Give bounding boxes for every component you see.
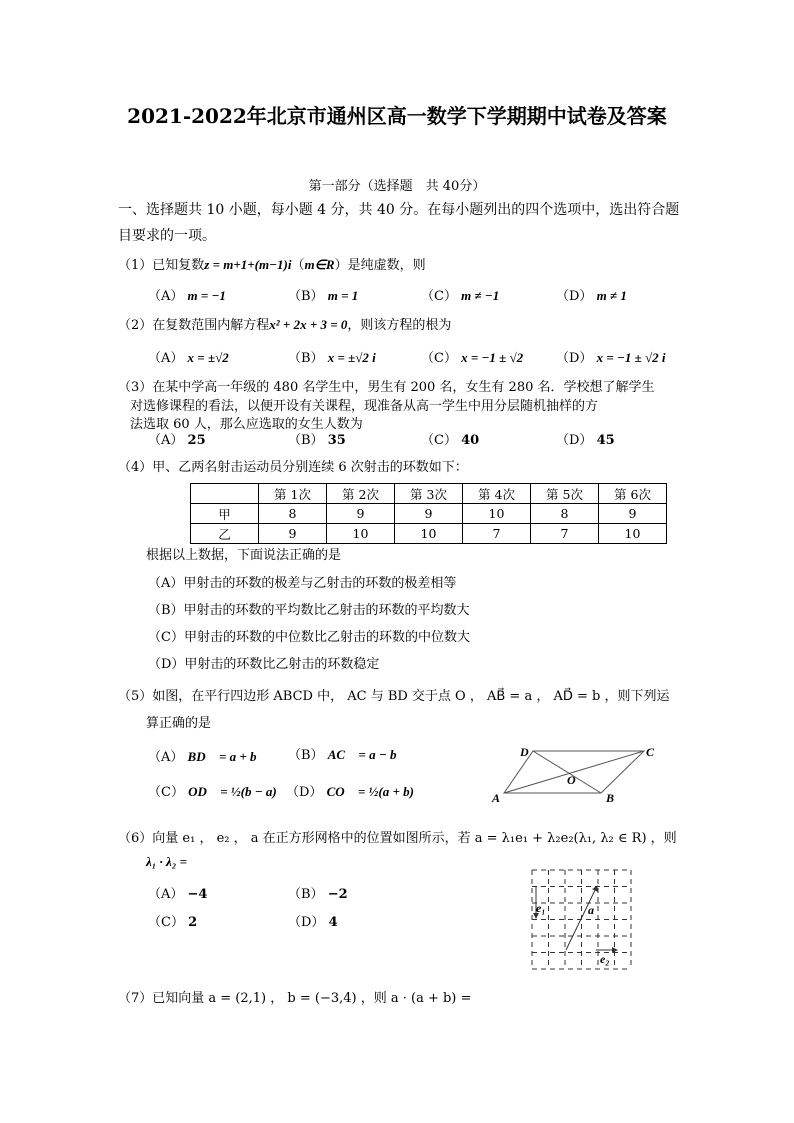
scores-table [190, 483, 667, 544]
vector-a-arrow [566, 886, 597, 950]
option-d: （D） 45 [556, 433, 615, 448]
option-d: （D） CO⃗ = ½(a + b) [286, 784, 414, 800]
option-d: （D） m ≠ 1 [556, 288, 627, 304]
e1-label: e₁ [536, 901, 546, 915]
table-header-row: 第 1次 第 2次 第 3次 第 4次 第 5次 第 6次 [191, 484, 667, 504]
option-a: （A） −4 [148, 887, 208, 902]
page-title: 2021-2022年北京市通州区高一数学下学期期中试卷及答案 [127, 104, 667, 128]
question-4-prompt: 根据以上数据，下面说法正确的是 [146, 548, 342, 563]
option-a: （A） BD⃗ = a + b [148, 749, 257, 765]
instructions-line: 目要求的一项。 [118, 228, 216, 244]
a-label: a [588, 903, 594, 917]
q2-equation: x² + 2x + 3 = 0 [269, 317, 348, 332]
option-a: （A） m = −1 [148, 288, 226, 304]
vertex-a-label: A [492, 791, 501, 805]
question-6-line: （6）向量 e₁ ， e₂ ， a 在正方形网格中的位置如图所示，若 a = λ₁e₁ + λ₂e₂(λ₁, λ₂ ∈ R) ，则 [118, 831, 677, 846]
option-d: （D） 4 [288, 915, 338, 930]
q1-condition: m∈R [304, 257, 335, 272]
vertex-b-label: B [606, 791, 615, 805]
option-d: （D）甲射击的环数比乙射击的环数稳定 [148, 657, 380, 672]
vector-grid-figure [530, 868, 636, 972]
option-d: （D） x = −1 ± √2 i [556, 350, 666, 366]
question-5-line: （5）如图，在平行四边形 ABCD 中， AC 与 BD 交于点 O ， AB⃗ = a ， AD⃗ = b ，则下列运 [118, 689, 670, 704]
option-a: （A） x = ±√2 [148, 350, 229, 366]
point-o-label: O [567, 773, 576, 787]
question-3-line: （3）在某中学高一年级的 480 名学生中，男生有 200 名，女生有 280 名．学校想了解学生 [118, 380, 655, 395]
q1-formula: z = m+1+(m−1)i [204, 257, 292, 272]
q1-text: ）是纯虚数，则 [334, 258, 426, 273]
option-a: （A）甲射击的环数的极差与乙射击的环数的极差相等 [148, 576, 457, 591]
question-5-line: 算正确的是 [146, 716, 212, 731]
e2-label: e₂ [600, 952, 610, 966]
option-c: （C） 2 [148, 915, 198, 930]
vertex-d-label: D [520, 745, 529, 759]
table-row: 甲 8 9 9 10 8 9 [191, 504, 667, 524]
q1-text: （ [291, 258, 305, 273]
table-row: 乙 9 10 10 7 7 10 [191, 524, 667, 544]
option-c: （C） m ≠ −1 [421, 288, 500, 304]
option-b: （B） x = ±√2 i [288, 350, 376, 366]
parallelogram-figure [490, 740, 670, 810]
option-c: （C） OD⃗ = ½(b − a) [148, 784, 277, 800]
question-3-line: 对选修课程的看法，以便开设有关课程，现准备从高一学生中用分层随机抽样的方 [130, 399, 599, 414]
option-b: （B） 35 [288, 433, 346, 448]
option-c: （C） x = −1 ± √2 [421, 350, 524, 366]
question-6-line: λ₁ · λ₂ = [146, 854, 188, 869]
question-1 [118, 254, 426, 273]
section-header: 第一部分（选择题 共 40分） [308, 179, 486, 194]
question-7: （7）已知向量 a = (2,1) ， b = (−3,4) ，则 a · (a + b) = [118, 991, 472, 1006]
option-a: （A） 25 [148, 433, 206, 448]
q1-stem: （1）已知复数 [118, 258, 205, 273]
option-c: （C） 40 [421, 433, 480, 448]
question-2: （2）在复数范围内解方程x² + 2x + 3 = 0，则该方程的根为 [118, 317, 452, 333]
vertex-c-label: C [646, 745, 655, 759]
option-b: （B） AC⃗ = a − b [288, 747, 397, 763]
option-c: （C）甲射击的环数的中位数比乙射击的环数的中位数大 [148, 630, 470, 645]
question-3-line: 法选取 60 人，那么应选取的女生人数为 [130, 417, 363, 432]
option-b: （B） −2 [288, 887, 348, 902]
instructions-line: 一、选择题共 10 小题，每小题 4 分，共 40 分。在每小题列出的四个选项中，选出符合题 [118, 202, 680, 218]
option-b: （B）甲射击的环数的平均数比乙射击的环数的平均数大 [148, 603, 470, 618]
question-4: （4）甲、乙两名射击运动员分别连续 6 次射击的环数如下： [118, 460, 468, 475]
option-b: （B） m = 1 [288, 288, 359, 304]
